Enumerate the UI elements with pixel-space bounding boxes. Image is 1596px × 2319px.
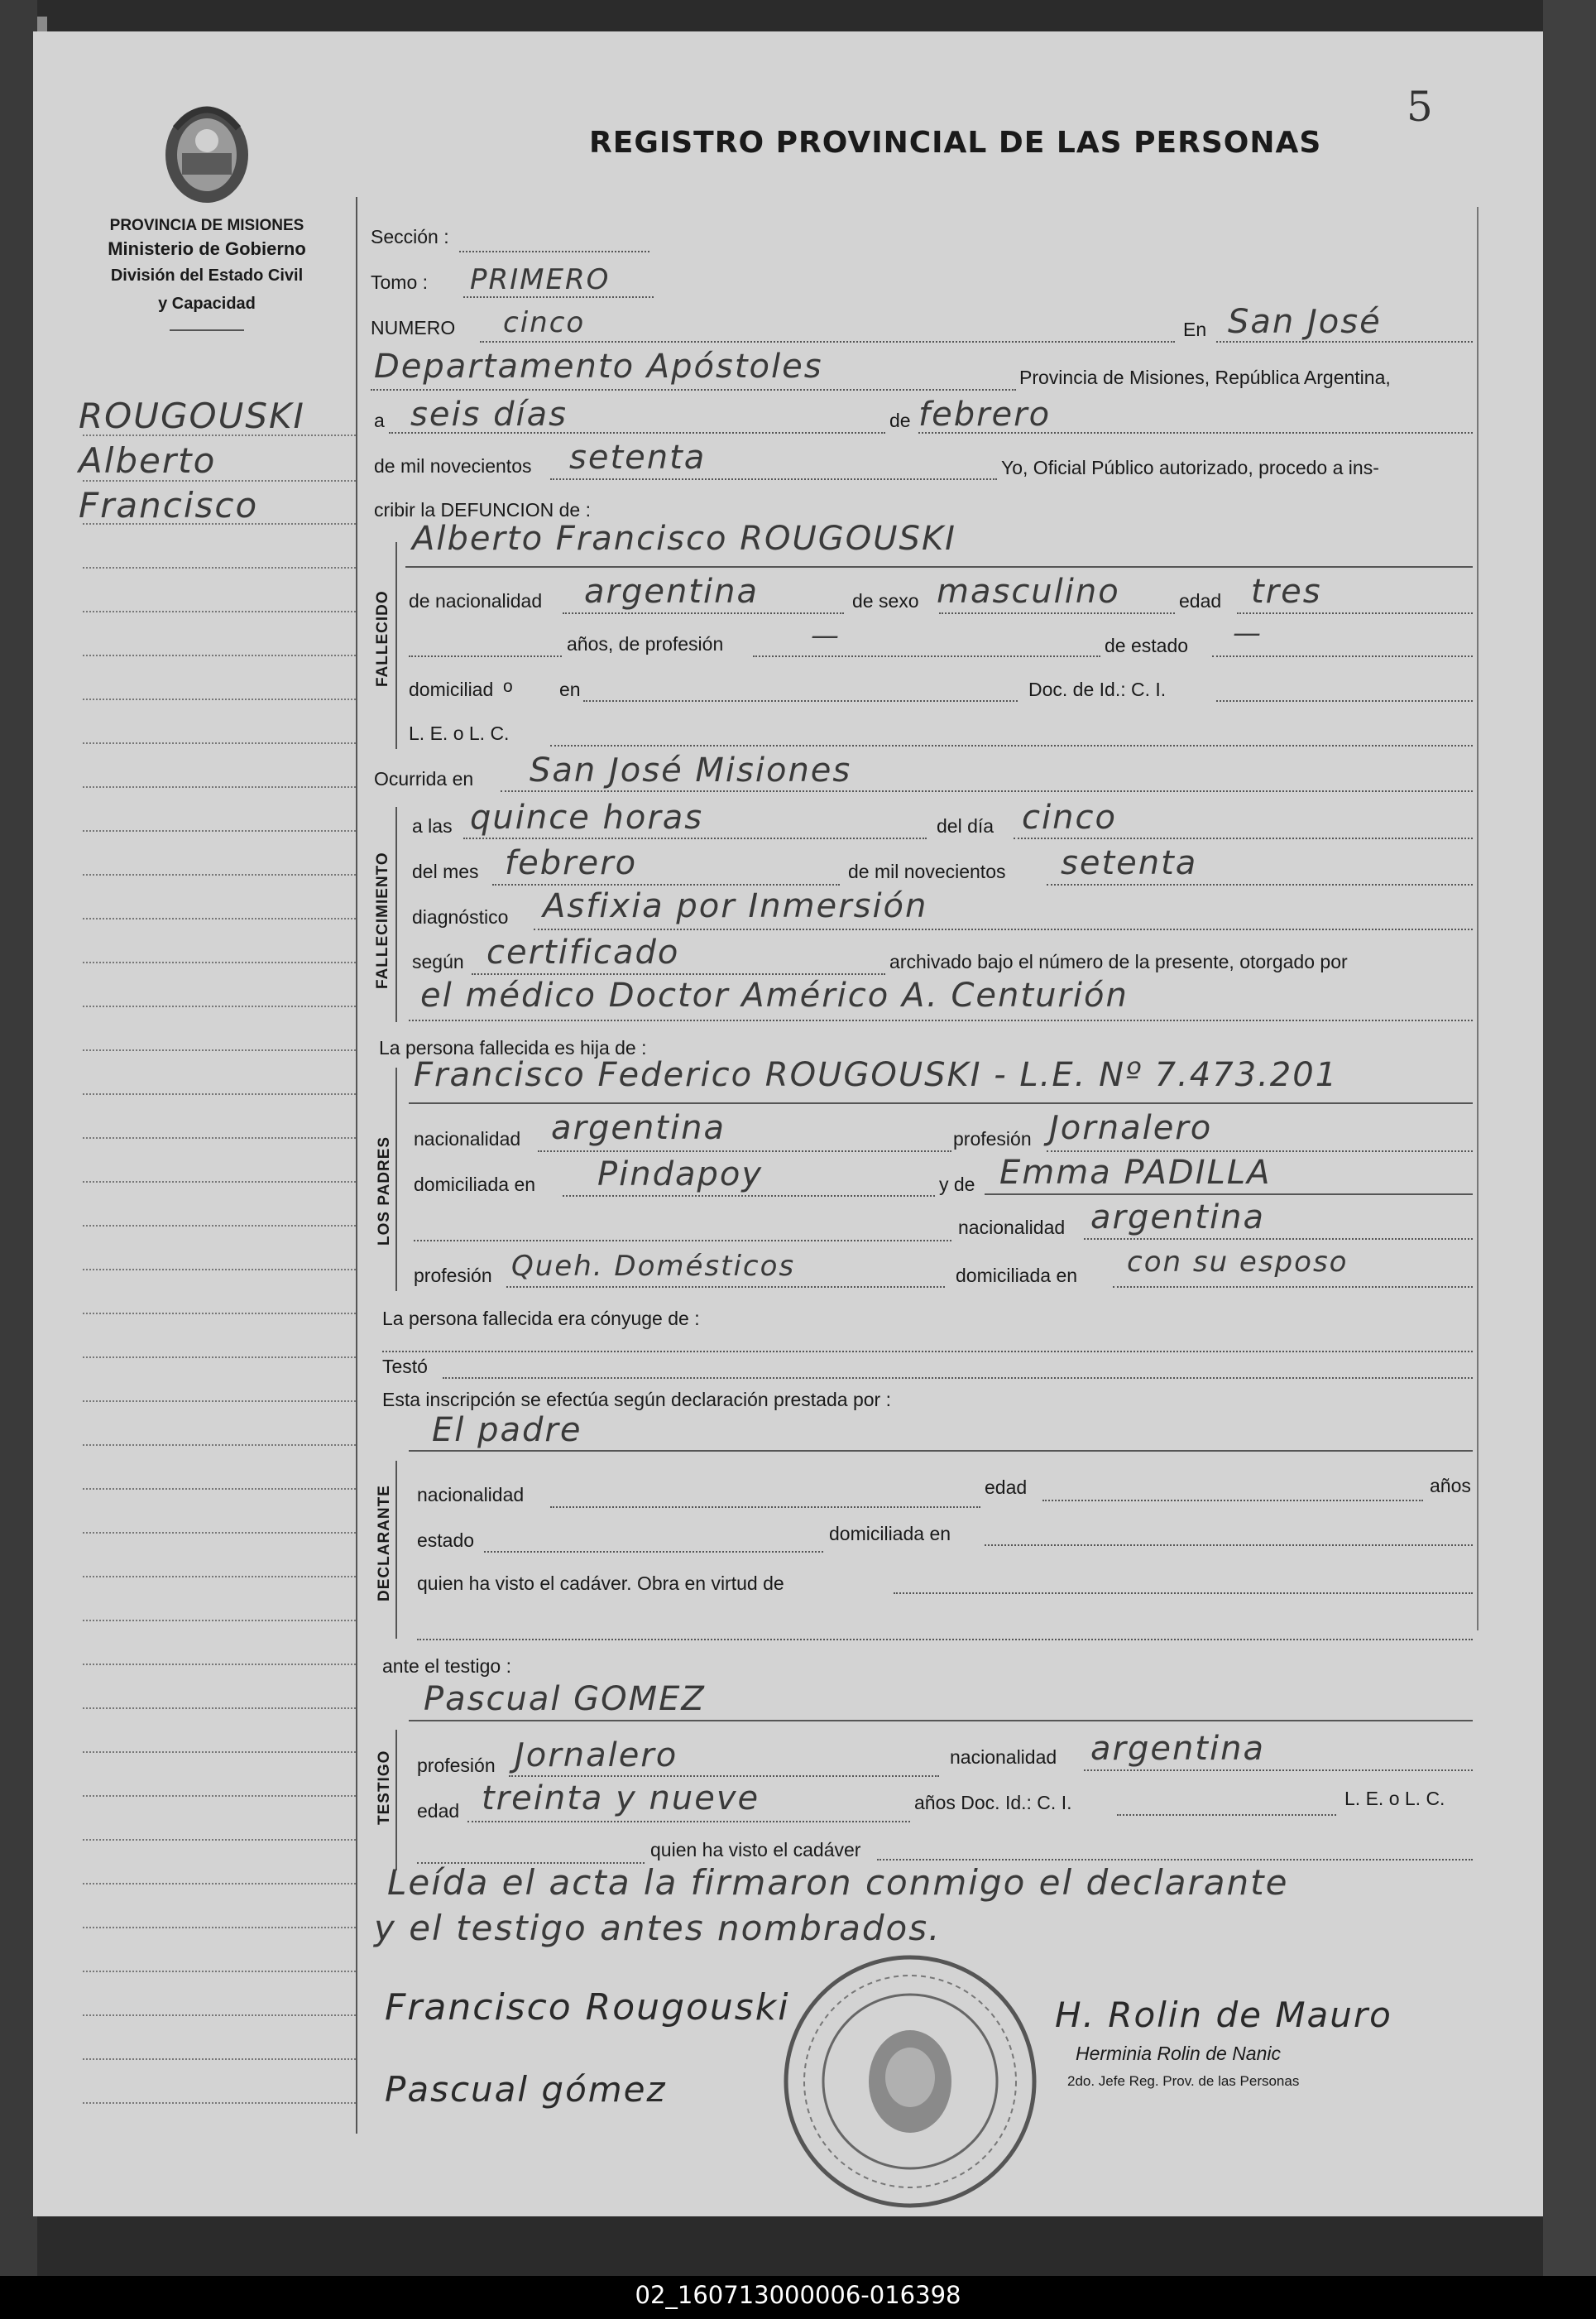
margin-line	[83, 742, 356, 744]
en-line	[1216, 341, 1473, 343]
declarante-anios-label: años	[1430, 1475, 1471, 1496]
declarante-estado-line	[484, 1551, 823, 1553]
madre-line	[985, 1193, 1473, 1195]
en-label: En	[1183, 319, 1207, 340]
en-value: San José	[1228, 303, 1382, 341]
edad-label: edad	[1179, 590, 1222, 612]
madre-nacionalidad-label: nacionalidad	[958, 1217, 1066, 1238]
margin-line	[83, 1093, 356, 1095]
margin-line	[83, 1971, 356, 1972]
testigo-edad-label: edad	[417, 1800, 460, 1822]
ocurrida-value: San José Misiones	[530, 751, 852, 790]
margin-line	[83, 435, 356, 436]
edad-line	[1237, 612, 1473, 614]
org-line-4: y Capacidad	[158, 295, 256, 313]
ocurrida-line	[501, 790, 1473, 792]
declarante-bracket	[395, 1461, 397, 1639]
org-line-1: PROVINCIA DE MISIONES	[109, 217, 304, 234]
dia-value: seis días	[410, 396, 568, 434]
scan-identifier: 02_160713000006-016398	[635, 2281, 961, 2309]
cribir-label: cribir la DEFUNCION de :	[374, 499, 591, 521]
segun-value: certificado	[486, 934, 680, 972]
margin-line	[83, 2058, 356, 2060]
margin-line	[83, 2102, 356, 2104]
margin-line	[83, 830, 356, 832]
margin-line	[83, 962, 356, 963]
margin-line	[83, 1356, 356, 1358]
sexo-line	[939, 612, 1175, 614]
padre-line	[409, 1102, 1473, 1104]
margin-line	[83, 611, 356, 612]
diagnostico-label: diagnóstico	[412, 906, 509, 928]
closing-text-2: y el testigo antes nombrados.	[374, 1908, 942, 1948]
anio-fallecimiento-value: setenta	[1061, 844, 1198, 882]
anios-profesion-label: años, de profesión	[567, 633, 724, 655]
declarante-value: El padre	[432, 1411, 582, 1449]
profesion-value: —	[811, 619, 841, 652]
fallecimiento-bracket	[395, 807, 397, 1022]
dia-line	[389, 432, 885, 434]
y-de-label: y de	[939, 1174, 975, 1195]
org-line-2: Ministerio de Gobierno	[108, 238, 306, 259]
dia-fallecimiento-value: cinco	[1022, 799, 1117, 837]
testigo-edad-value: treinta y nueve	[482, 1779, 760, 1817]
margin-line	[83, 655, 356, 656]
margin-line	[83, 1576, 356, 1577]
margin-line	[83, 567, 356, 569]
testigo-bracket	[395, 1730, 397, 1870]
margin-line	[83, 1137, 356, 1139]
margin-line	[83, 1839, 356, 1841]
testigo-le-lc-label: L. E. o L. C.	[1344, 1788, 1445, 1809]
declarante-domiciliada-label: domiciliada en	[829, 1523, 951, 1544]
estado-label: de estado	[1105, 635, 1189, 656]
domiciliad-suffix: o	[503, 677, 513, 696]
numero-label: NUMERO	[371, 317, 456, 338]
testigo-section-label: TESTIGO	[376, 1750, 393, 1825]
yo-oficial-label: Yo, Oficial Público autorizado, procedo a ins-	[1001, 457, 1379, 478]
padre-profesion-value: Jornalero	[1049, 1109, 1213, 1147]
signature-testigo: Pascual gómez	[385, 2069, 667, 2110]
madre-nacionalidad-line	[1084, 1238, 1473, 1240]
margin-line	[83, 1269, 356, 1270]
testigo-profesion-value: Jornalero	[515, 1736, 678, 1774]
padre-nacionalidad-line	[538, 1150, 951, 1152]
book-binding	[0, 0, 37, 2276]
inscripcion-label: Esta inscripción se efectúa según declaración prestada por :	[382, 1389, 891, 1410]
fallecido-bracket	[395, 542, 397, 749]
official-stamp-name: Herminia Rolin de Nanic	[1076, 2043, 1281, 2064]
page-title: REGISTRO PROVINCIAL DE LAS PERSONAS	[589, 126, 1322, 160]
margin-line	[83, 874, 356, 876]
margin-line	[83, 480, 356, 482]
en2-label: en	[559, 679, 581, 700]
margin-line	[83, 1751, 356, 1753]
edad-value: tres	[1251, 573, 1322, 611]
margin-line	[83, 1532, 356, 1534]
margin-line	[83, 1444, 356, 1446]
profesion-line	[753, 655, 1100, 657]
testigo-profesion-label: profesión	[417, 1755, 496, 1776]
fallecido-name: Alberto Francisco ROUGOUSKI	[412, 520, 956, 558]
testigo-visto-line	[877, 1859, 1473, 1860]
segun-line	[472, 973, 885, 975]
madre-value: Emma PADILLA	[999, 1154, 1272, 1192]
testo-line	[443, 1377, 1473, 1379]
madre-profesion-value: Queh. Domésticos	[511, 1250, 796, 1283]
margin-line	[83, 1883, 356, 1884]
official-seal-icon	[774, 1945, 1047, 2218]
padre-nacionalidad-label: nacionalidad	[414, 1128, 521, 1150]
seccion-line	[459, 251, 649, 252]
fallecimiento-section-label: FALLECIMIENTO	[374, 852, 391, 989]
margin-line	[83, 1049, 356, 1051]
header-rule	[170, 329, 244, 331]
anio-line	[550, 478, 997, 480]
numero-value: cinco	[503, 306, 586, 339]
page-number: 5	[1407, 83, 1433, 131]
a-las-label: a las	[412, 815, 453, 837]
testo-label: Testó	[382, 1356, 428, 1377]
declarante-section-label: DECLARANTE	[376, 1485, 393, 1601]
de-mil-label: de mil novecientos	[374, 455, 532, 477]
margin-line	[83, 918, 356, 919]
hija-de-label: La persona fallecida es hija de :	[379, 1037, 647, 1059]
madre-nacionalidad-value: argentina	[1090, 1198, 1265, 1236]
hora-value: quince horas	[470, 799, 704, 837]
nacionalidad-label: de nacionalidad	[409, 590, 543, 612]
padre-nacionalidad-value: argentina	[551, 1109, 726, 1147]
declarante-nacionalidad-line	[550, 1506, 980, 1508]
margin-line	[83, 699, 356, 700]
hora-line	[463, 838, 927, 839]
ante-testigo-label: ante el testigo :	[382, 1655, 511, 1677]
margin-line	[83, 1006, 356, 1007]
madre-domicilio-value: con su esposo	[1127, 1246, 1349, 1279]
declarante-line	[409, 1450, 1473, 1452]
padres-section-label: LOS PADRES	[376, 1135, 393, 1246]
testigo-doc-line	[1117, 1814, 1336, 1816]
padre-domiciliada-label: domiciliada en	[414, 1174, 536, 1195]
declarante-estado-label: estado	[417, 1529, 475, 1551]
declarante-nacionalidad-label: nacionalidad	[417, 1484, 525, 1505]
domiciliad-label: domiciliad	[409, 679, 494, 700]
margin-line	[83, 1225, 356, 1227]
doc-id-line	[1216, 700, 1473, 702]
sexo-value: masculino	[937, 573, 1120, 611]
numero-line	[480, 341, 1175, 343]
fallecido-name-line	[405, 566, 1473, 568]
a-label: a	[374, 410, 385, 431]
margin-line	[83, 1707, 356, 1709]
conyuge-line	[382, 1351, 1473, 1352]
margin-line	[83, 1795, 356, 1797]
diagnostico-value: Asfixia por Inmersión	[543, 887, 928, 925]
margin-line	[83, 1181, 356, 1183]
mes-line	[918, 432, 1473, 434]
margin-name-2: Francisco	[79, 485, 259, 526]
madre-profesion-label: profesión	[414, 1265, 492, 1286]
medico-value: el médico Doctor Américo A. Centurión	[420, 977, 1129, 1015]
tomo-label: Tomo :	[371, 271, 429, 293]
del-dia-label: del día	[937, 815, 995, 837]
le-lc-line	[550, 745, 1473, 747]
mes-fallecimiento-value: febrero	[505, 844, 638, 882]
testigo-value: Pascual GOMEZ	[424, 1680, 706, 1718]
testigo-nacionalidad-line	[1084, 1769, 1473, 1771]
margin-line	[83, 1620, 356, 1621]
testigo-profesion-line	[509, 1775, 939, 1777]
doc-id-label: Doc. de Id.: C. I.	[1028, 679, 1167, 700]
margin-surname: ROUGOUSKI	[79, 396, 305, 436]
declarante-edad-label: edad	[985, 1476, 1028, 1498]
departamento-line	[371, 389, 1016, 391]
coat-of-arms-icon	[157, 95, 256, 211]
testigo-edad-line	[467, 1821, 910, 1822]
conyuge-label: La persona fallecida era cónyuge de :	[382, 1308, 700, 1329]
declarante-domicilio-line	[985, 1544, 1473, 1546]
testigo-line	[409, 1720, 1473, 1721]
official-stamp-title: 2do. Jefe Reg. Prov. de las Personas	[1067, 2073, 1300, 2089]
madre-domicilio-line	[1113, 1286, 1473, 1288]
seccion-label: Sección :	[371, 226, 449, 247]
book-cover-edge	[1543, 0, 1596, 2276]
anios-line	[409, 655, 562, 657]
anio-fallecimiento-line	[1047, 884, 1473, 886]
estado-line	[1212, 655, 1473, 657]
padre-value: Francisco Federico ROUGOUSKI - L.E. Nº 7.473.201	[414, 1056, 1339, 1094]
tomo-value: PRIMERO	[470, 263, 611, 296]
margin-line	[83, 1313, 356, 1314]
de-label: de	[889, 410, 911, 431]
provincia-label: Provincia de Misiones, República Argentina,	[1019, 367, 1391, 388]
padres-bracket	[395, 1068, 397, 1291]
margin-line	[83, 1927, 356, 1928]
testigo-visto-label: quien ha visto el cadáver	[650, 1839, 861, 1860]
del-mes-label: del mes	[412, 861, 479, 882]
fallecido-section-label: FALLECIDO	[374, 590, 391, 687]
mes-value: febrero	[918, 396, 1052, 434]
margin-name-1: Alberto	[79, 440, 217, 481]
medico-line	[409, 1020, 1473, 1021]
nacionalidad-value: argentina	[584, 573, 759, 611]
padre-domicilio-line	[563, 1195, 935, 1197]
segun-label: según	[412, 951, 464, 972]
margin-line	[83, 1400, 356, 1402]
margin-line	[83, 523, 356, 525]
archivado-label: archivado bajo el número de la presente, otorgado por	[889, 951, 1348, 972]
estado-value: —	[1233, 617, 1263, 650]
signature-oficial: H. Rolin de Mauro	[1055, 1995, 1392, 2035]
domicilio-line	[583, 700, 1018, 702]
madre-blank-line	[414, 1240, 951, 1241]
madre-profesion-line	[506, 1286, 945, 1288]
declarante-extra-line	[417, 1639, 1473, 1640]
declarante-visto-label: quien ha visto el cadáver. Obra en virtud de	[417, 1572, 784, 1594]
mes-fallecimiento-line	[492, 884, 840, 886]
tomo-line	[463, 296, 654, 298]
dia-fallecimiento-line	[1014, 838, 1473, 839]
right-border	[1477, 207, 1479, 1630]
org-line-3: División del Estado Civil	[110, 266, 304, 285]
padre-profesion-line	[1047, 1150, 1473, 1152]
margin-line	[83, 786, 356, 788]
testigo-nacionalidad-value: argentina	[1090, 1730, 1265, 1768]
nacionalidad-line	[563, 612, 844, 614]
testigo-nacionalidad-label: nacionalidad	[950, 1746, 1057, 1768]
signature-padre: Francisco Rougouski	[385, 1986, 790, 2029]
margin-line	[83, 1664, 356, 1665]
ocurrida-label: Ocurrida en	[374, 768, 474, 790]
le-lc-label: L. E. o L. C.	[409, 723, 510, 744]
testigo-anios-doc-label: años Doc. Id.: C. I.	[914, 1792, 1072, 1813]
diagnostico-line	[534, 929, 1473, 930]
padre-profesion-label: profesión	[953, 1128, 1032, 1150]
de-mil2-label: de mil novecientos	[848, 861, 1006, 882]
departamento-value: Departamento Apóstoles	[374, 348, 823, 386]
madre-domiciliada-label: domiciliada en	[956, 1265, 1078, 1286]
margin-line	[83, 1488, 356, 1490]
declarante-visto-line	[894, 1592, 1473, 1594]
anio-value: setenta	[569, 439, 707, 477]
padre-domicilio-value: Pindapoy	[597, 1155, 764, 1193]
column-divider	[356, 197, 357, 2134]
margin-line	[83, 2014, 356, 2016]
declarante-edad-line	[1042, 1500, 1423, 1501]
sexo-label: de sexo	[852, 590, 919, 612]
closing-text-1: Leída el acta la firmaron conmigo el declarante	[387, 1862, 1289, 1903]
